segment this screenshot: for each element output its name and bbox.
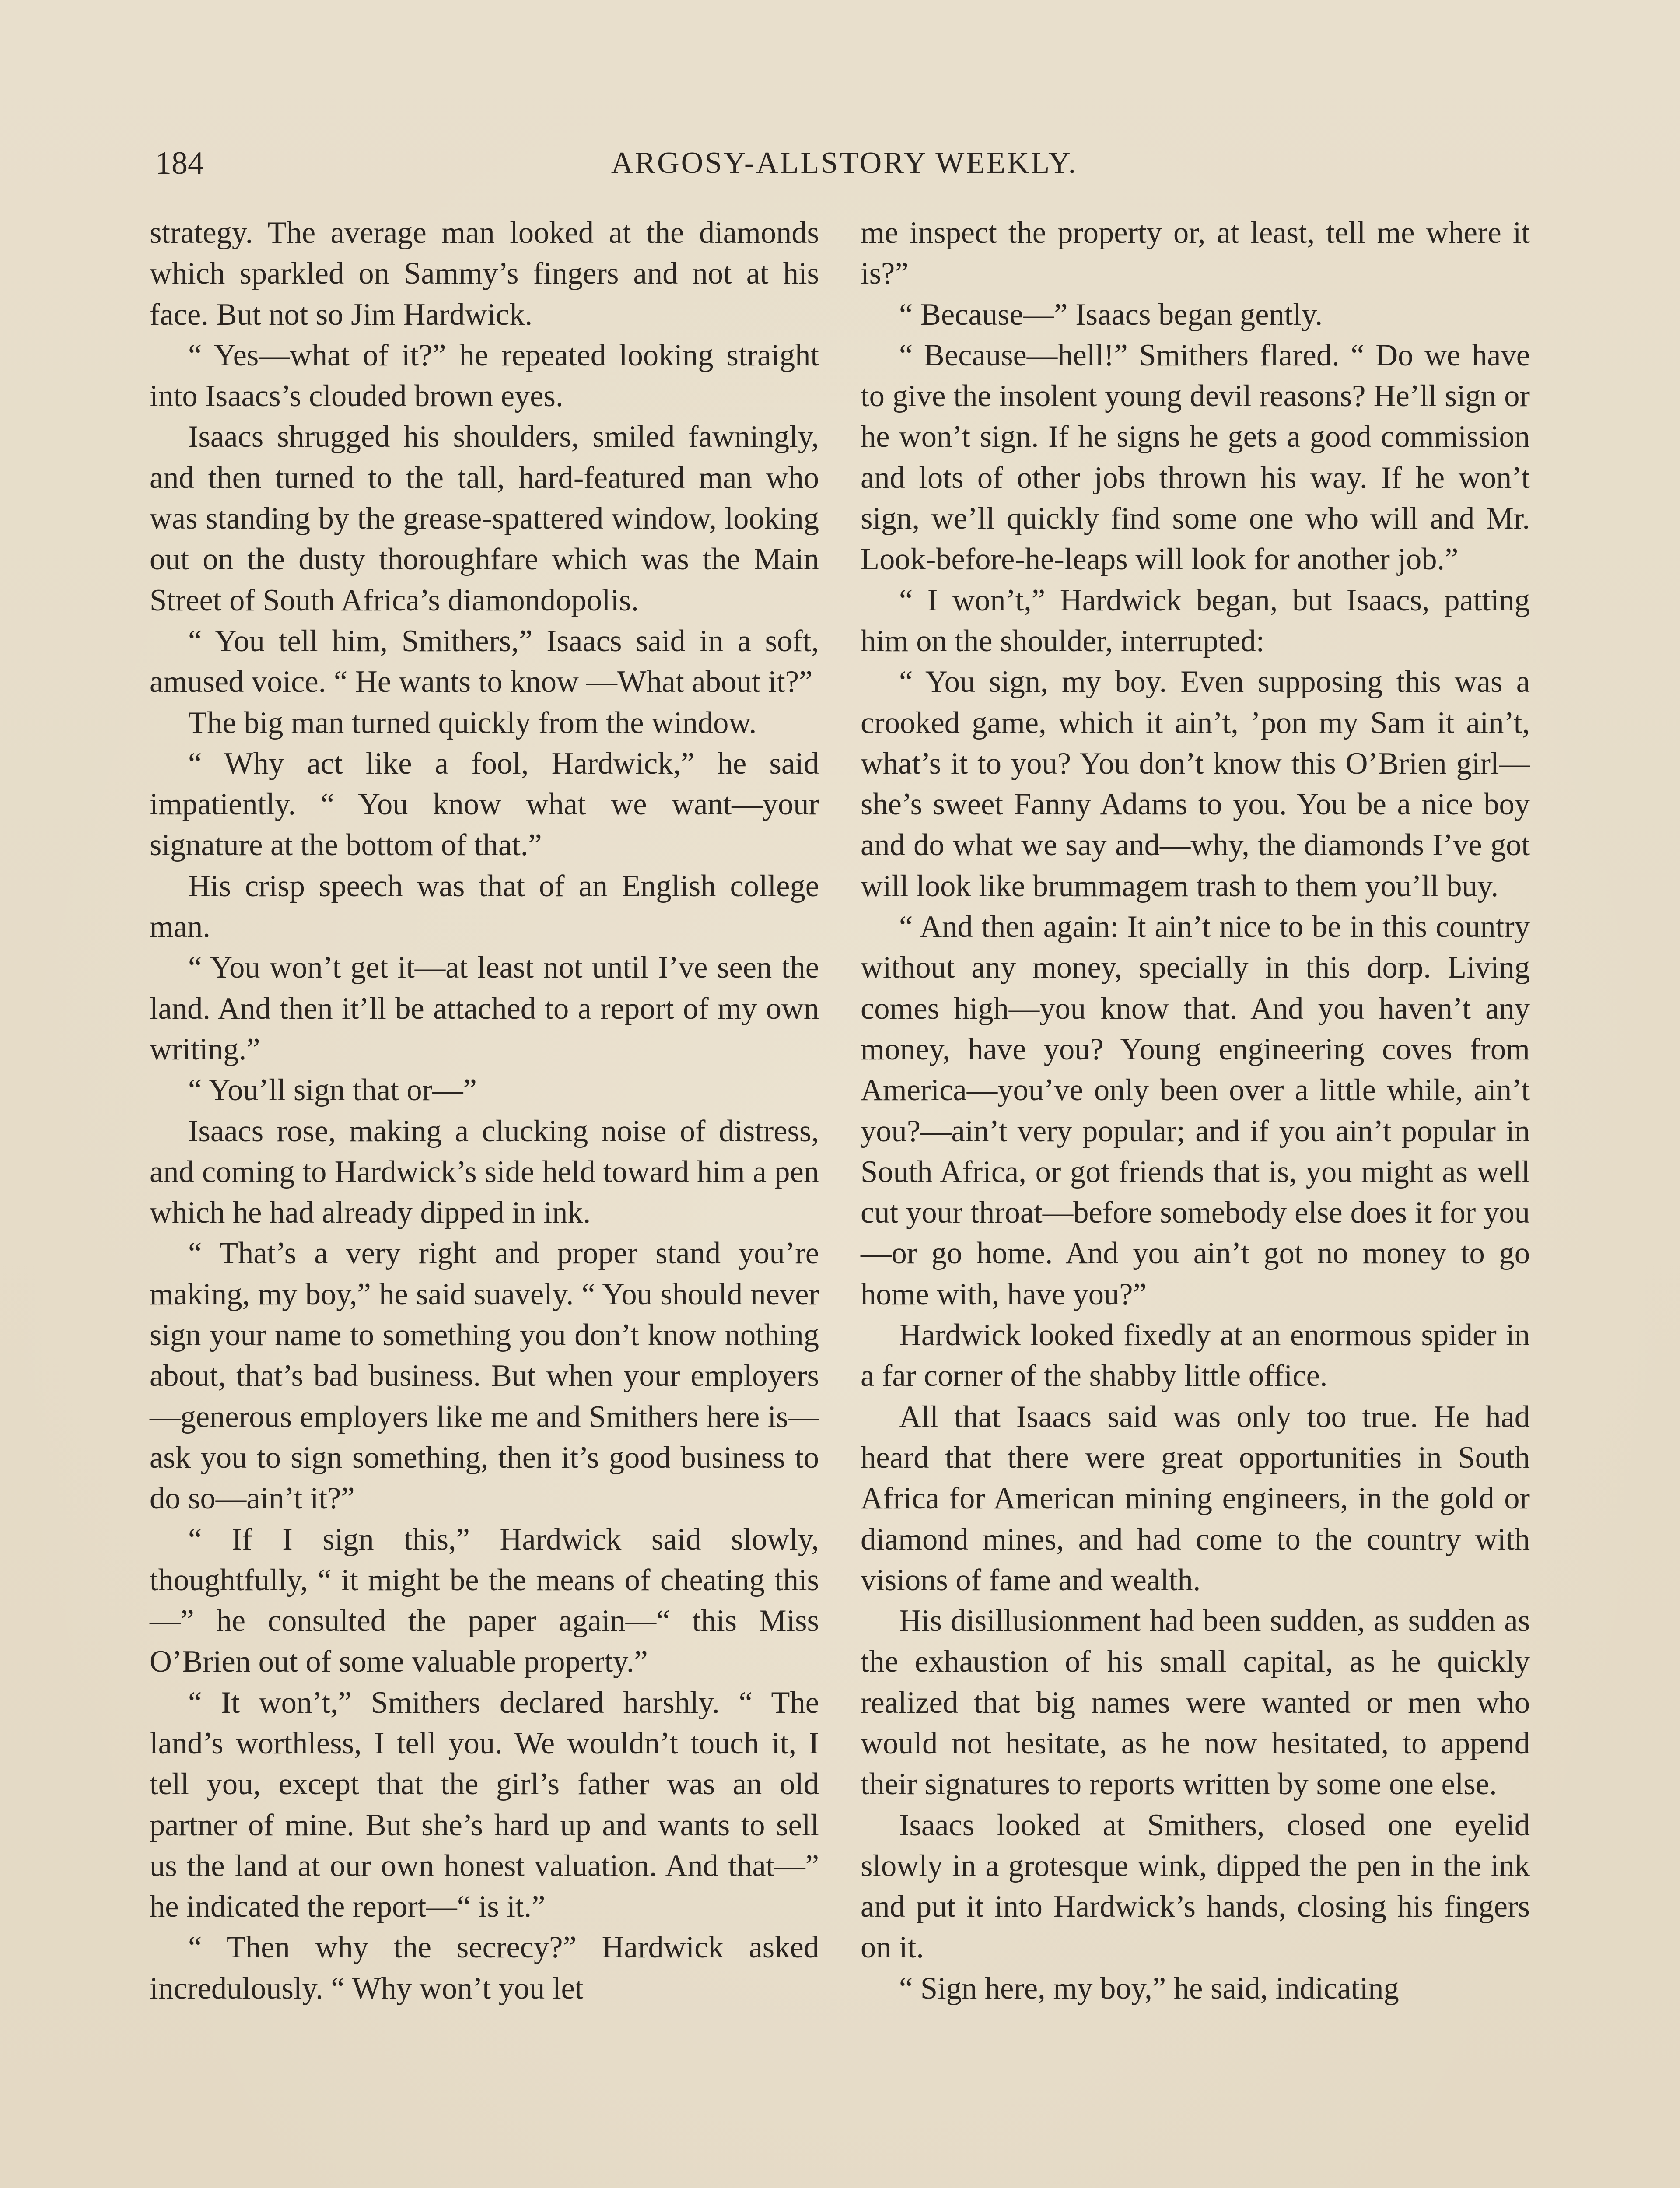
paragraph: “ If I sign this,” Hardwick said slowly, thoughtfully, “ it might be the means of cheating this—” he consulted the paper again—“ this Miss O’Brien out of some valuable property.”	[150, 1522, 819, 1679]
page-header	[155, 139, 1533, 187]
paragraph: “ It won’t,” Smithers declared harshly. “ The land’s worthless, I tell you. We wouldn’t touch it, I tell you, except that the girl’s father was an old partner of mine. But she’s hard up and wants to sell us the land at our own honest valuation. And that—” he indicated the report—“ is it.”	[150, 1685, 819, 1924]
paragraph: The big man turned quickly from the window.	[188, 705, 757, 740]
paragraph: “ You’ll sign that or—”	[188, 1073, 477, 1108]
paragraph: “ Because—hell!” Smithers flared. “ Do we have to give the insolent young devil reasons? He’ll sign or he won’t sign. If he signs he gets a good commission and lots of other jobs thrown his way. If he won’t sign, we’ll quickly find some one who will and Mr. Look-before-he-leaps will look for another job.”	[861, 338, 1530, 577]
left-column	[150, 213, 819, 2188]
paragraph: All that Isaacs said was only too true. He had heard that there were great opportunities in South Africa for American mining engineers, in the gold or diamond mines, and had come to the country with visions of fame and wealth.	[861, 1399, 1530, 1597]
paragraph: “ Sign here, my boy,” he said, indicating	[899, 1971, 1399, 2006]
paragraph: strategy. The average man looked at the diamonds which sparkled on Sammy’s fingers and not at his face. But not so Jim Hardwick.	[150, 216, 819, 332]
paragraph: “ Why act like a fool, Hardwick,” he said impatiently. “ You know what we want—your signature at the bottom of that.”	[150, 746, 819, 863]
paragraph: His crisp speech was that of an English college man.	[150, 869, 819, 944]
paragraph: Isaacs shrugged his shoulders, smiled fawningly, and then turned to the tall, hard-featured man who was standing by the grease-spattered window, looking out on the dusty thoroughfare which was the Main Street of South Africa’s diamondopolis.	[150, 420, 819, 617]
running-title: ARGOSY-ALLSTORY WEEKLY.	[611, 146, 1078, 180]
right-column	[861, 213, 1530, 2188]
paragraph: Isaacs looked at Smithers, closed one eyelid slowly in a grotesque wink, dipped the pen in the ink and put it into Hardwick’s hands, closing his fingers on it.	[861, 1808, 1530, 1965]
paragraph: “ Yes—what of it?” he repeated looking straight into Isaacs’s clouded brown eyes.	[150, 338, 819, 414]
paragraph: “ You sign, my boy. Even supposing this was a crooked game, which it ain’t, ’pon my Sam it ain’t, what’s it to you? You don’t know this O’Brien girl—she’s sweet Fanny Adams to you. You be a nice boy and do what we say and—why, the diamonds I’ve got will look like brummagem trash to them you’ll buy.	[861, 665, 1530, 903]
paragraph: Isaacs rose, making a clucking noise of distress, and coming to Hardwick’s side held toward him a pen which he had already dipped in ink.	[150, 1114, 819, 1230]
paragraph: “ You won’t get it—at least not until I’ve seen the land. And then it’ll be attached to a report of my own writing.”	[150, 950, 819, 1066]
paragraph: His disillusionment had been sudden, as sudden as the exhaustion of his small capital, as he quickly realized that big names were wanted or men who would not hesitate, as he now hesitated, to append their signatures to reports written by some one else.	[861, 1604, 1530, 1802]
paragraph: “ Because—” Isaacs began gently.	[899, 297, 1323, 332]
paragraph: Hardwick looked fixedly at an enormous spider in a far corner of the shabby little office.	[861, 1318, 1530, 1393]
paragraph: me inspect the property or, at least, tell me where it is?”	[861, 216, 1530, 291]
paragraph: “ That’s a very right and proper stand you’re making, my boy,” he said suavely. “ You should never sign your name to something you don’t know nothing about, that’s bad business. But when your employers—generous employers like me and Smithers here is—ask you to sign something, then it’s good business to do so—ain’t it?”	[150, 1236, 819, 1516]
paragraph: “ Then why the secrecy?” Hardwick asked incredulously. “ Why won’t you let	[150, 1930, 819, 2006]
paragraph: “ You tell him, Smithers,” Isaacs said in a soft, amused voice. “ He wants to know —What about it?”	[150, 624, 819, 699]
paragraph: “ I won’t,” Hardwick began, but Isaacs, patting him on the shoulder, interrupted:	[861, 583, 1530, 658]
paragraph: “ And then again: It ain’t nice to be in this country without any money, specially in this dorp. Living comes high—you know that. And you haven’t any money, have you? Young engineering coves from America—you’ve only been over a little while, ain’t you?—ain’t very popular; and if you ain’t popular in South Africa, or got friends that is, you might as well cut your throat—before somebody else does it for you—or go home. And you ain’t got no money to go home with, have you?”	[861, 910, 1530, 1311]
page-number: 184	[155, 145, 204, 181]
